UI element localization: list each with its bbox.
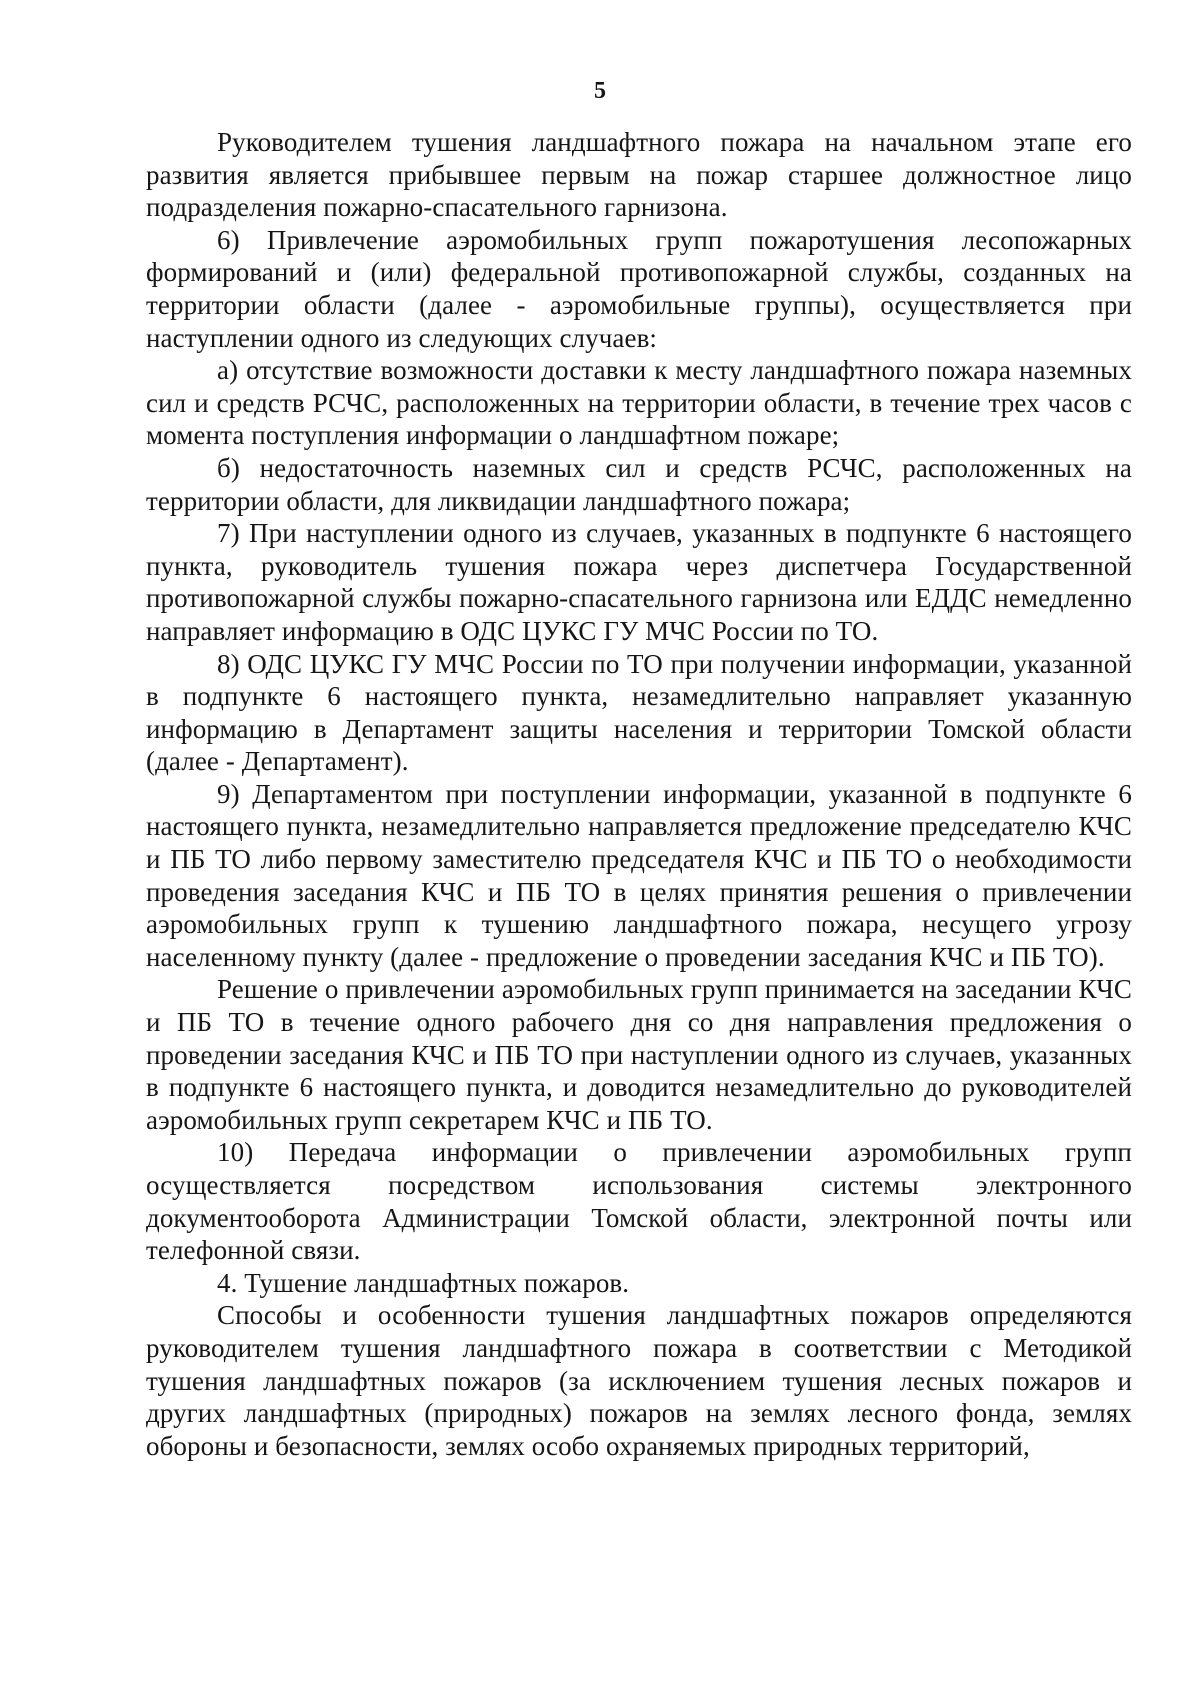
paragraph-methods: Способы и особенности тушения ландшафтных пожаров определяются руководителем тушения ландшафтного пожара в соответствии с Методикой тушения ландшафтных пожаров (за исключением тушения лесных пожаров и других ландшафтных (природных) пожаров на землях лесного фонда, землях обороны и безопасности, землях особо охраняемых природных территорий,	[146, 1300, 1132, 1461]
paragraph-item-6: 6) Привлечение аэромобильных групп пожаротушения лесопожарных формирований и (или) федеральной противопожарной службы, созданных на территории области (далее - аэромобильные группы), осуществляется при наступлении одного из следующих случаев:	[146, 224, 1132, 353]
page-number: 5	[594, 78, 606, 104]
document-body	[146, 126, 1132, 1462]
section-heading-4: 4. Тушение ландшафтных пожаров.	[217, 1267, 630, 1298]
paragraph-head-of-suppression: Руководителем тушения ландшафтного пожара на начальном этапе его развития является прибывшее первым на пожар старшее должностное лицо подразделения пожарно-спасательного гарнизона.	[146, 127, 1132, 223]
paragraph-item-10: 10) Передача информации о привлечении аэромобильных групп осуществляется посредством использования системы электронного документооборота Администрации Томской области, электронной почты или телефонной связи.	[146, 1137, 1132, 1266]
paragraph-item-8: 8) ОДС ЦУКС ГУ МЧС России по ТО при получении информации, указанной в подпункте 6 настоящего пункта, незамедлительно направляет указанную информацию в Департамент защиты населения и территории Томской области (далее - Департамент).	[146, 648, 1132, 777]
paragraph-item-9: 9) Департаментом при поступлении информации, указанной в подпункте 6 настоящего пункта, незамедлительно направляется предложение председателю КЧС и ПБ ТО либо первому заместителю председателя КЧС и ПБ ТО о необходимости проведения заседания КЧС и ПБ ТО в целях принятия решения о привлечении аэромобильных групп к тушению ландшафтного пожара, несущего угрозу населенному пункту (далее - предложение о проведении заседания КЧС и ПБ ТО).	[146, 778, 1132, 972]
paragraph-item-7: 7) При наступлении одного из случаев, указанных в подпункте 6 настоящего пункта, руководитель тушения пожара через диспетчера Государственной противопожарной службы пожарно-спасательного гарнизона или ЕДДС немедленно направляет информацию в ОДС ЦУКС ГУ МЧС России по ТО.	[146, 518, 1132, 646]
paragraph-decision: Решение о привлечении аэромобильных групп принимается на заседании КЧС и ПБ ТО в течение одного рабочего дня со дня направления предложения о проведении заседания КЧС и ПБ ТО при наступлении одного из случаев, указанных в подпункте 6 настоящего пункта, и доводится незамедлительно до руководителей аэромобильных групп секретарем КЧС и ПБ ТО.	[146, 974, 1132, 1135]
paragraph-item-6b: б) недостаточность наземных сил и средств РСЧС, расположенных на территории области, для ликвидации ландшафтного пожара;	[146, 452, 1132, 516]
paragraph-item-6a: а) отсутствие возможности доставки к месту ландшафтного пожара наземных сил и средств РСЧС, расположенных на территории области, в течение трех часов с момента поступления информации о ландшафтном пожаре;	[146, 355, 1132, 451]
